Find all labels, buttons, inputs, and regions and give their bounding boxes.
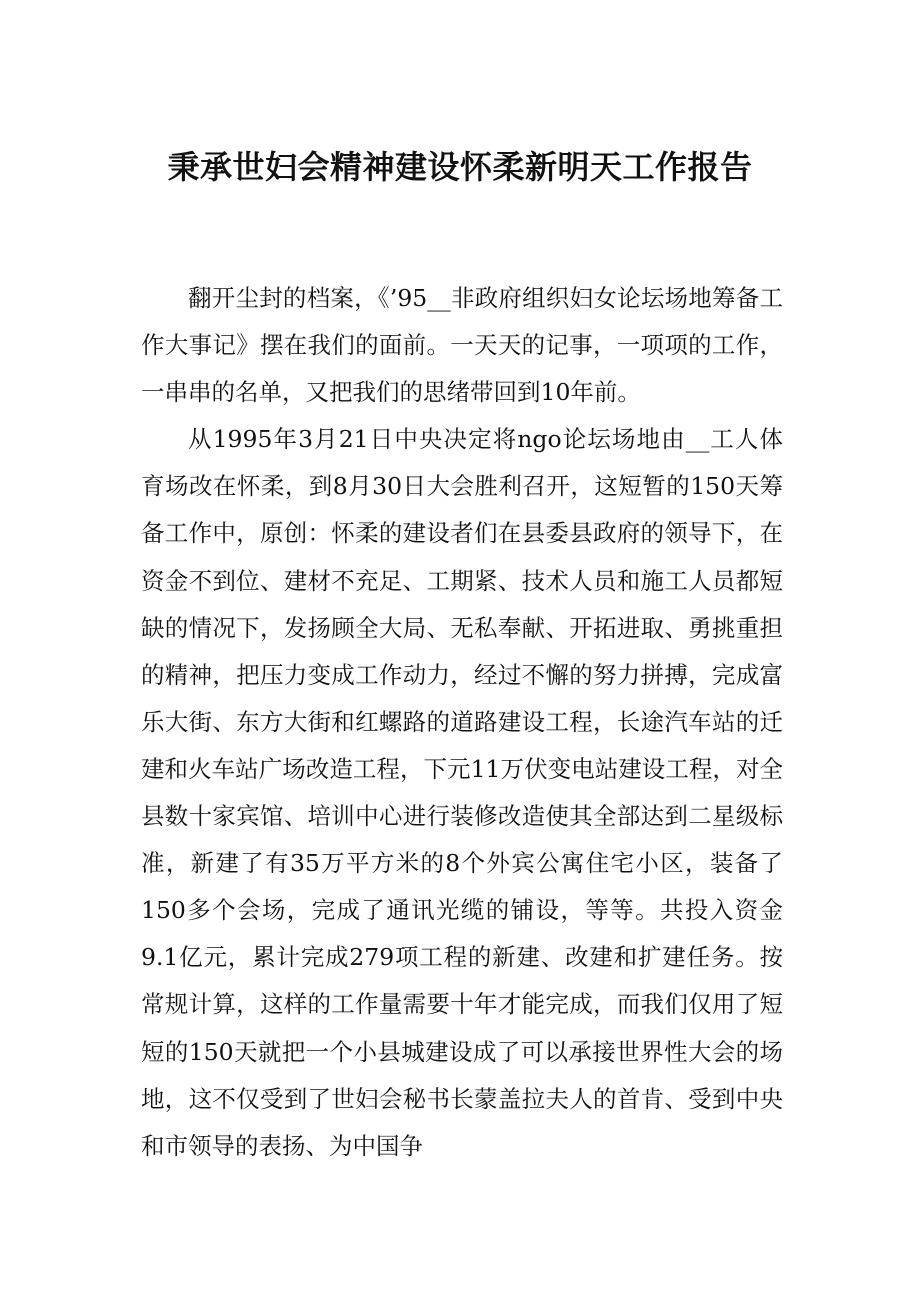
paragraph-2: 从1995年3月21日中央决定将ngo论坛场地由__工人体育场改在怀柔，到8月30日大会胜利召开，这短暂的150天筹备工作中，原创：怀柔的建设者们在县委县政府的领导下，在资金不到位、建材不充足、工期紧、技术人员和施工人员都短缺的情况下，发扬顾全大局、无私奉献、开拓进取、勇挑重担的精神，把压力变成工作动力，经过不懈的努力拼搏，完成富乐大街、东方大街和红螺路的道路建设工程，长途汽车站的迁建和火车站广场改造工程，下元11万伏变电站建设工程，对全县数十家宾馆、培训中心进行装修改造使其全部达到二星级标准，新建了有35万平方米的8个外宾公寓住宅小区，装备了150多个会场，完成了通讯光缆的铺设，等等。共投入资金9.1亿元，累计完成279项工程的新建、改建和扩建任务。按常规计算，这样的工作量需要十年才能完成，而我们仅用了短短的150天就把一个小县城建设成了可以承接世界性大会的场地，这不仅受到了世妇会秘书长蒙盖拉夫人的首肯、受到中央和市领导的表扬、为中国争 bbox=[141, 425, 783, 1160]
paragraph-1: 翻开尘封的档案，《’95__非政府组织妇女论坛场地筹备工作大事记》摆在我们的面前。一天天的记事，一项项的工作，一串串的名单，又把我们的思绪带回到10年前。 bbox=[141, 284, 783, 407]
document-body bbox=[141, 275, 783, 1170]
document-title: 秉承世妇会精神建设怀柔新明天工作报告 bbox=[167, 148, 753, 186]
